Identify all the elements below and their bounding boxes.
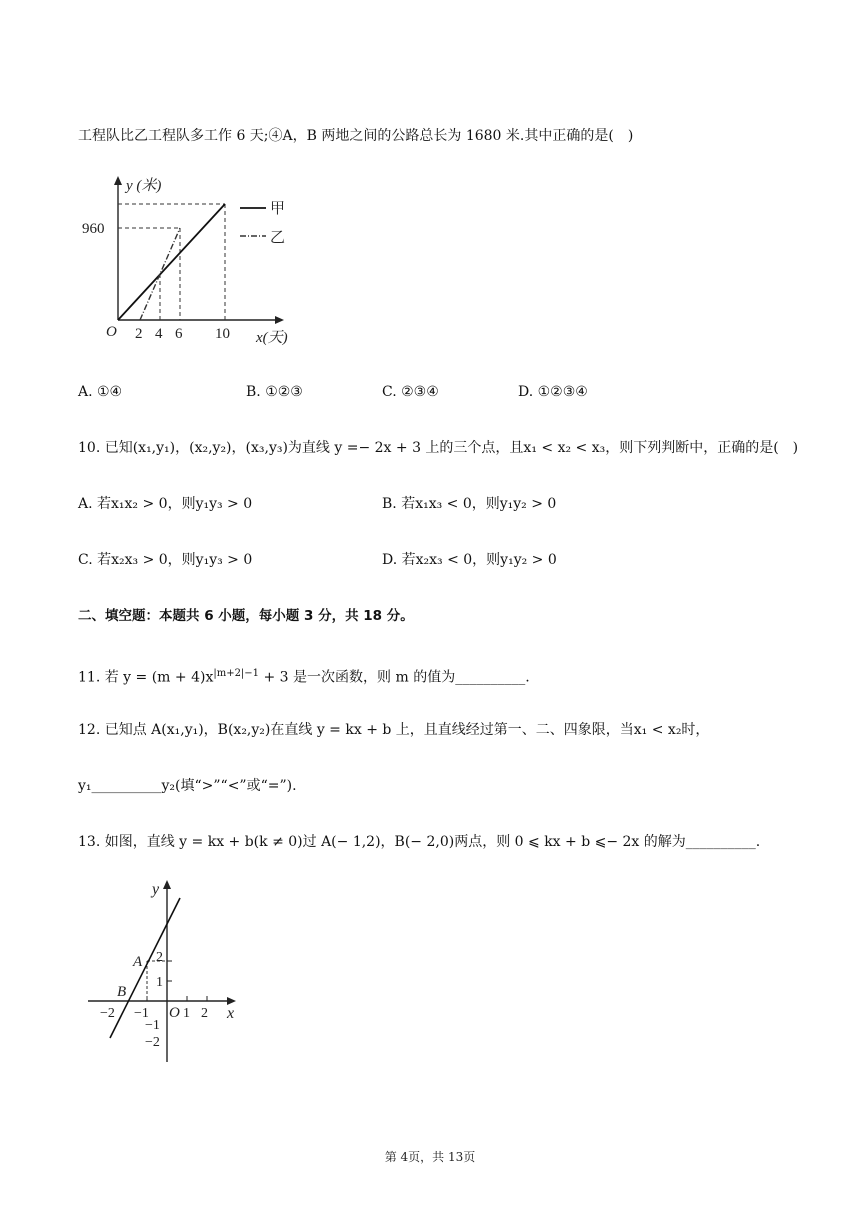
page-footer: 第 4页，共 13页 (384, 1150, 476, 1164)
legend-yi: 乙 (270, 230, 286, 246)
q12-line-1: 12. 已知点 A(x₁,y₁)，B(x₂,y₂)在直线 y = kx + b 上，且直线经过第一、二、四象限，当x₁ < x₂时， (78, 722, 710, 738)
x-tick-6: 6 (175, 326, 183, 342)
q12-line-2: y₁__________y₂(填“>”“<”或“=”). (78, 778, 297, 794)
q10-option-c[interactable]: C. 若x₂x₃ > 0，则y₁y₃ > 0 (78, 552, 253, 568)
y-axis-label: y (152, 881, 160, 898)
q10-option-b[interactable]: B. 若x₁x₃ < 0，则y₁y₂ > 0 (382, 496, 557, 512)
q10-option-d[interactable]: D. 若x₂x₃ < 0，则y₁y₂ > 0 (382, 552, 557, 568)
y-tick-neg2: −2 (145, 1035, 160, 1050)
x-axis-label: x (227, 1005, 235, 1022)
x-tick-neg2: −2 (100, 1006, 115, 1021)
x-tick-2: 2 (135, 326, 143, 342)
legend-jia: 甲 (270, 201, 286, 217)
q9-option-b[interactable]: B. ①②③ (246, 384, 303, 400)
origin-label: O (106, 324, 117, 340)
q10-stem: 10. 已知(x₁,y₁)，(x₂,y₂)，(x₃,y₃)为直线 y =− 2x + 3 上的三个点，且x₁ < x₂ < x₃，则下列判断中，正确的是( ) (78, 440, 799, 456)
origin-label: O (169, 1005, 180, 1021)
x-tick-4: 4 (155, 326, 163, 342)
q11-exponent: |m+2|−1 (213, 668, 260, 679)
y-tick-2: 2 (156, 950, 163, 965)
q11-pre: 11. 若 y = (m + 4)x (78, 669, 214, 686)
q13-graph (88, 872, 268, 1062)
y-tick-960: 960 (82, 221, 105, 237)
q9-option-a[interactable]: A. ①④ (78, 384, 123, 400)
q11 (78, 664, 530, 688)
y-tick-neg1: −1 (145, 1018, 160, 1033)
point-b-label: B (117, 984, 127, 1000)
x-tick-1: 1 (183, 1006, 190, 1021)
x-tick-neg1: −1 (134, 1006, 149, 1021)
q11-post: + 3 是一次函数，则 m 的值为__________. (259, 669, 530, 686)
x-axis-label: x(天) (256, 330, 288, 346)
jia-line (118, 204, 225, 320)
q13-stem: 13. 如图，直线 y = kx + b(k ≠ 0)过 A(− 1,2)，B(− 2,0)两点，则 0 ⩽ kx + b ⩽− 2x 的解为__________. (78, 834, 761, 850)
q9-option-d[interactable]: D. ①②③④ (518, 384, 588, 400)
y-tick-1: 1 (156, 975, 163, 990)
section-2-heading: 二、填空题：本题共 6 小题，每小题 3 分，共 18 分。 (78, 608, 414, 624)
x-tick-2: 2 (201, 1006, 208, 1021)
q9-tail-text: 工程队比乙工程队多工作 6 天;④A，B 两地之间的公路总长为 1680 米.其中正确的是( ) (78, 128, 634, 144)
q10-option-a[interactable]: A. 若x₁x₂ > 0，则y₁y₃ > 0 (78, 496, 253, 512)
x-tick-10: 10 (215, 326, 230, 342)
q9-option-c[interactable]: C. ②③④ (382, 384, 439, 400)
y-axis-label: y (米) (126, 178, 162, 194)
point-a-label: A (133, 954, 143, 970)
q9-graph (80, 170, 320, 350)
